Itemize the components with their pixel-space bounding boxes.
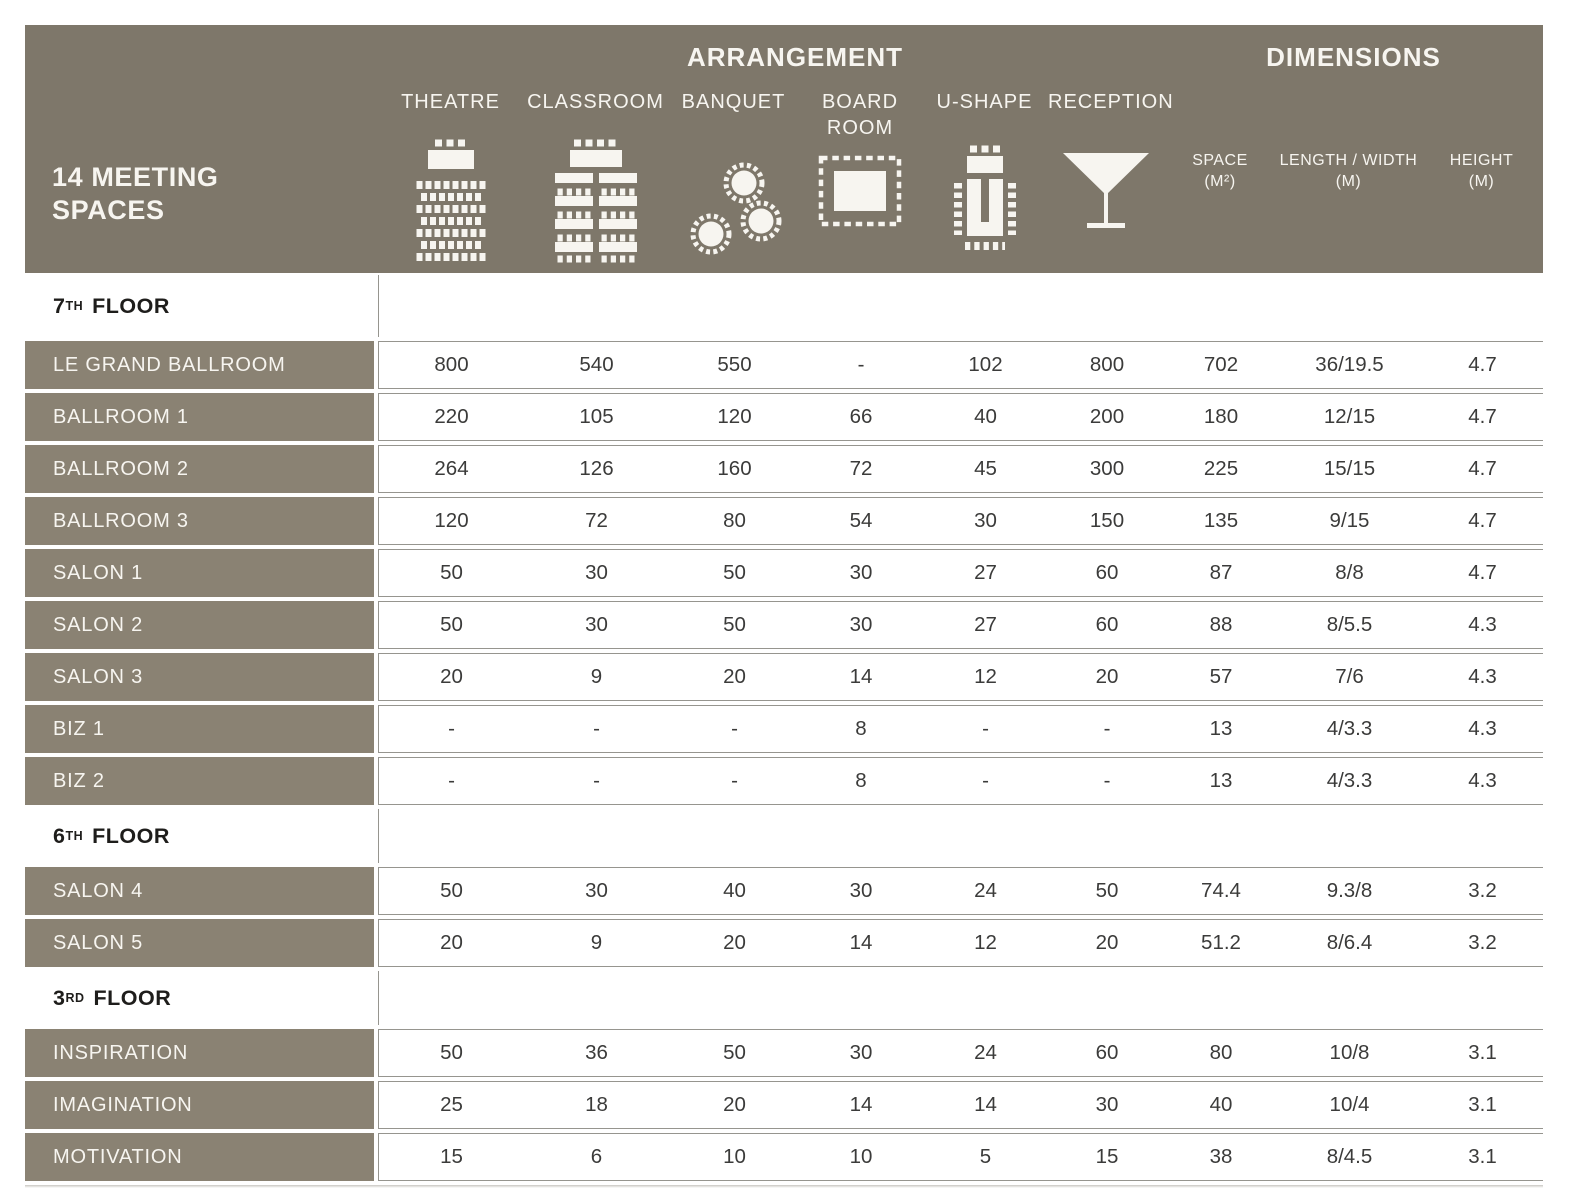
table-row	[25, 549, 1543, 597]
column-label-u-shape: U-SHAPE	[936, 91, 1033, 113]
cell-classroom: 36	[585, 1041, 608, 1064]
table-row	[25, 705, 1543, 753]
cell-classroom: 9	[590, 665, 603, 688]
floor-header-row	[25, 809, 1543, 863]
cell-length-width: 10/4	[1329, 1093, 1370, 1116]
cell-length-width: 36/19.5	[1315, 353, 1384, 376]
cell-boardroom: -	[857, 353, 865, 376]
room-name: MOTIVATION	[25, 1133, 374, 1181]
cell-length-width: 8/4.5	[1326, 1145, 1373, 1168]
cell-space: 74.4	[1201, 879, 1241, 902]
room-name: BALLROOM 2	[25, 445, 374, 493]
cell-reception: 800	[1089, 353, 1125, 376]
arrangement-section-title: ARRANGEMENT	[686, 42, 904, 72]
column-label-theatre: THEATRE	[401, 91, 500, 113]
cell-reception: 20	[1095, 665, 1119, 688]
cell-boardroom: 30	[849, 613, 873, 636]
table-row	[25, 601, 1543, 649]
cell-reception: 60	[1095, 613, 1119, 636]
cell-boardroom: 30	[849, 1041, 873, 1064]
room-name: INSPIRATION	[25, 1029, 374, 1077]
column-label-banquet: BANQUET	[681, 91, 786, 113]
cell-banquet: -	[731, 717, 738, 740]
cell-space: 225	[1203, 457, 1239, 480]
cell-length-width: 4/3.3	[1326, 717, 1373, 740]
column-label-reception: RECEPTION	[1048, 91, 1174, 113]
classroom-seating-icon	[523, 139, 668, 263]
cell-banquet: 550	[717, 353, 752, 376]
cell-theatre: 50	[440, 561, 463, 584]
table-row	[25, 867, 1543, 915]
cell-reception: 150	[1089, 509, 1125, 532]
table-row	[25, 1029, 1543, 1077]
cell-theatre: -	[448, 769, 455, 792]
cell-theatre: 20	[440, 665, 463, 688]
column-labels	[25, 89, 1543, 141]
cell-space: 87	[1209, 561, 1233, 584]
cell-classroom: 30	[585, 561, 608, 584]
cell-theatre: 220	[434, 405, 469, 428]
cell-ushape: 27	[974, 613, 997, 636]
room-name: SALON 1	[25, 549, 374, 597]
cell-ushape: 45	[974, 457, 997, 480]
cell-height: 4.7	[1468, 353, 1497, 376]
cell-boardroom: 8	[855, 769, 867, 792]
u-shape-table-icon	[921, 145, 1048, 263]
cell-banquet: 160	[717, 457, 752, 480]
page-title-line1: 14 MEETING	[52, 162, 219, 192]
cell-ushape: 24	[974, 879, 997, 902]
floor-header-row	[25, 971, 1543, 1025]
floor-label: 7 TH FLOOR	[25, 275, 374, 337]
cell-ushape: 12	[974, 931, 997, 954]
column-label-space: SPACE (M²)	[1192, 152, 1248, 190]
cell-theatre: 800	[434, 353, 469, 376]
cell-ushape: 27	[974, 561, 997, 584]
cell-classroom: -	[593, 717, 600, 740]
cell-reception: 200	[1089, 405, 1125, 428]
cell-ushape: 24	[974, 1041, 997, 1064]
cell-theatre: 50	[440, 879, 463, 902]
cell-reception: 300	[1089, 457, 1125, 480]
dimensions-section-title: DIMENSIONS	[1266, 42, 1441, 72]
cell-height: 3.1	[1468, 1041, 1497, 1064]
table-row	[25, 445, 1543, 493]
cell-boardroom: 66	[849, 405, 873, 428]
cell-height: 4.7	[1468, 457, 1497, 480]
cell-classroom: 9	[590, 931, 603, 954]
cell-space: 702	[1203, 353, 1239, 376]
cell-boardroom: 10	[849, 1145, 873, 1168]
cell-theatre: 50	[440, 613, 463, 636]
cell-reception: 60	[1095, 1041, 1119, 1064]
cell-reception: 15	[1095, 1145, 1119, 1168]
cell-ushape: -	[982, 769, 989, 792]
room-name: BALLROOM 3	[25, 497, 374, 545]
page-title-line2: SPACES	[52, 195, 165, 226]
cell-height: 4.7	[1468, 561, 1497, 584]
cell-space: 13	[1209, 769, 1233, 792]
cell-banquet: 120	[717, 405, 752, 428]
cell-boardroom: 72	[849, 457, 873, 480]
cell-classroom: -	[593, 769, 600, 792]
table-row	[25, 341, 1543, 389]
column-label-length-width: LENGTH / WIDTH (M)	[1279, 152, 1418, 190]
cell-length-width: 15/15	[1323, 457, 1376, 480]
cell-space: 180	[1203, 405, 1239, 428]
cell-space: 40	[1209, 1093, 1233, 1116]
cell-banquet: 50	[723, 561, 746, 584]
cell-banquet: 20	[723, 931, 746, 954]
cell-length-width: 9.3/8	[1326, 879, 1373, 902]
cell-boardroom: 14	[849, 665, 873, 688]
room-name: BIZ 1	[25, 705, 374, 753]
boardroom-table-icon	[799, 155, 921, 263]
table-row	[25, 653, 1543, 701]
cell-banquet: 40	[723, 879, 746, 902]
column-label-classroom: CLASSROOM	[527, 91, 664, 113]
cell-height: 3.2	[1468, 931, 1497, 954]
arrangement-icons	[25, 139, 1543, 263]
room-name: SALON 4	[25, 867, 374, 915]
cell-length-width: 12/15	[1323, 405, 1376, 428]
cell-length-width: 8/6.4	[1326, 931, 1373, 954]
cell-banquet: 20	[723, 1093, 746, 1116]
table-row	[25, 1133, 1543, 1181]
cell-length-width: 10/8	[1329, 1041, 1370, 1064]
cell-height: 3.1	[1468, 1093, 1497, 1116]
cell-height: 4.3	[1468, 665, 1497, 688]
cell-boardroom: 14	[849, 931, 873, 954]
cell-height: 4.7	[1468, 405, 1497, 428]
cell-classroom: 126	[579, 457, 614, 480]
cell-reception: 30	[1095, 1093, 1119, 1116]
cell-reception: -	[1103, 717, 1111, 740]
cell-length-width: 8/8	[1335, 561, 1364, 584]
cell-classroom: 30	[585, 613, 608, 636]
cell-ushape: 30	[974, 509, 997, 532]
column-label-board-room: BOARD ROOM	[821, 91, 899, 139]
cell-reception: 20	[1095, 931, 1119, 954]
cell-theatre: 25	[440, 1093, 463, 1116]
banquet-tables-icon	[668, 159, 799, 263]
cell-space: 88	[1209, 613, 1233, 636]
cell-ushape: 14	[974, 1093, 997, 1116]
cell-height: 4.3	[1468, 613, 1497, 636]
table-row	[25, 757, 1543, 805]
cell-height: 4.3	[1468, 769, 1497, 792]
cell-reception: -	[1103, 769, 1111, 792]
table-row	[25, 393, 1543, 441]
cell-boardroom: 14	[849, 1093, 873, 1116]
floor-label: 6 TH FLOOR	[25, 809, 374, 863]
martini-glass-icon	[1048, 151, 1164, 263]
cell-length-width: 4/3.3	[1326, 769, 1373, 792]
cell-banquet: 80	[723, 509, 746, 532]
column-label-height: HEIGHT (M)	[1449, 152, 1514, 190]
cell-space: 57	[1209, 665, 1233, 688]
cell-reception: 60	[1095, 561, 1119, 584]
cell-length-width: 8/5.5	[1326, 613, 1373, 636]
cell-ushape: 12	[974, 665, 997, 688]
cell-banquet: -	[731, 769, 738, 792]
cell-theatre: 264	[434, 457, 469, 480]
cell-classroom: 540	[579, 353, 614, 376]
cell-space: 13	[1209, 717, 1233, 740]
cell-ushape: 102	[968, 353, 1003, 376]
table-row	[25, 1081, 1543, 1129]
cell-theatre: 20	[440, 931, 463, 954]
cell-theatre: 15	[440, 1145, 463, 1168]
cell-boardroom: 30	[849, 879, 873, 902]
cell-space: 135	[1203, 509, 1239, 532]
cell-classroom: 105	[579, 405, 614, 428]
cell-height: 3.1	[1468, 1145, 1497, 1168]
floor-label: 3 RD FLOOR	[25, 971, 374, 1025]
theatre-seating-icon	[378, 139, 523, 263]
cell-ushape: -	[982, 717, 989, 740]
cell-ushape: 5	[979, 1145, 992, 1168]
room-name: BIZ 2	[25, 757, 374, 805]
table-row	[25, 497, 1543, 545]
cell-theatre: -	[448, 717, 455, 740]
cell-classroom: 6	[590, 1145, 603, 1168]
cell-banquet: 50	[723, 1041, 746, 1064]
room-name: SALON 3	[25, 653, 374, 701]
cell-length-width: 7/6	[1335, 665, 1364, 688]
cell-reception: 50	[1095, 879, 1119, 902]
table-bottom-shadow	[25, 1185, 1543, 1188]
table-header	[25, 25, 1543, 273]
floor-header-row	[25, 275, 1543, 337]
cell-space: 51.2	[1201, 931, 1241, 954]
cell-height: 4.7	[1468, 509, 1497, 532]
cell-length-width: 9/15	[1329, 509, 1370, 532]
cell-space: 80	[1209, 1041, 1233, 1064]
room-name: BALLROOM 1	[25, 393, 374, 441]
cell-classroom: 72	[585, 509, 608, 532]
room-name: SALON 5	[25, 919, 374, 967]
cell-boardroom: 30	[849, 561, 873, 584]
cell-height: 4.3	[1468, 717, 1497, 740]
meeting-spaces-table	[25, 25, 1543, 1188]
cell-theatre: 50	[440, 1041, 463, 1064]
room-name: LE GRAND BALLROOM	[25, 341, 374, 389]
table-row	[25, 919, 1543, 967]
cell-ushape: 40	[974, 405, 997, 428]
cell-classroom: 30	[585, 879, 608, 902]
cell-space: 38	[1209, 1145, 1233, 1168]
cell-boardroom: 8	[855, 717, 867, 740]
room-name: SALON 2	[25, 601, 374, 649]
room-name: IMAGINATION	[25, 1081, 374, 1129]
cell-height: 3.2	[1468, 879, 1497, 902]
cell-classroom: 18	[585, 1093, 608, 1116]
cell-banquet: 10	[723, 1145, 746, 1168]
cell-banquet: 50	[723, 613, 746, 636]
cell-theatre: 120	[434, 509, 469, 532]
cell-banquet: 20	[723, 665, 746, 688]
cell-boardroom: 54	[849, 509, 873, 532]
